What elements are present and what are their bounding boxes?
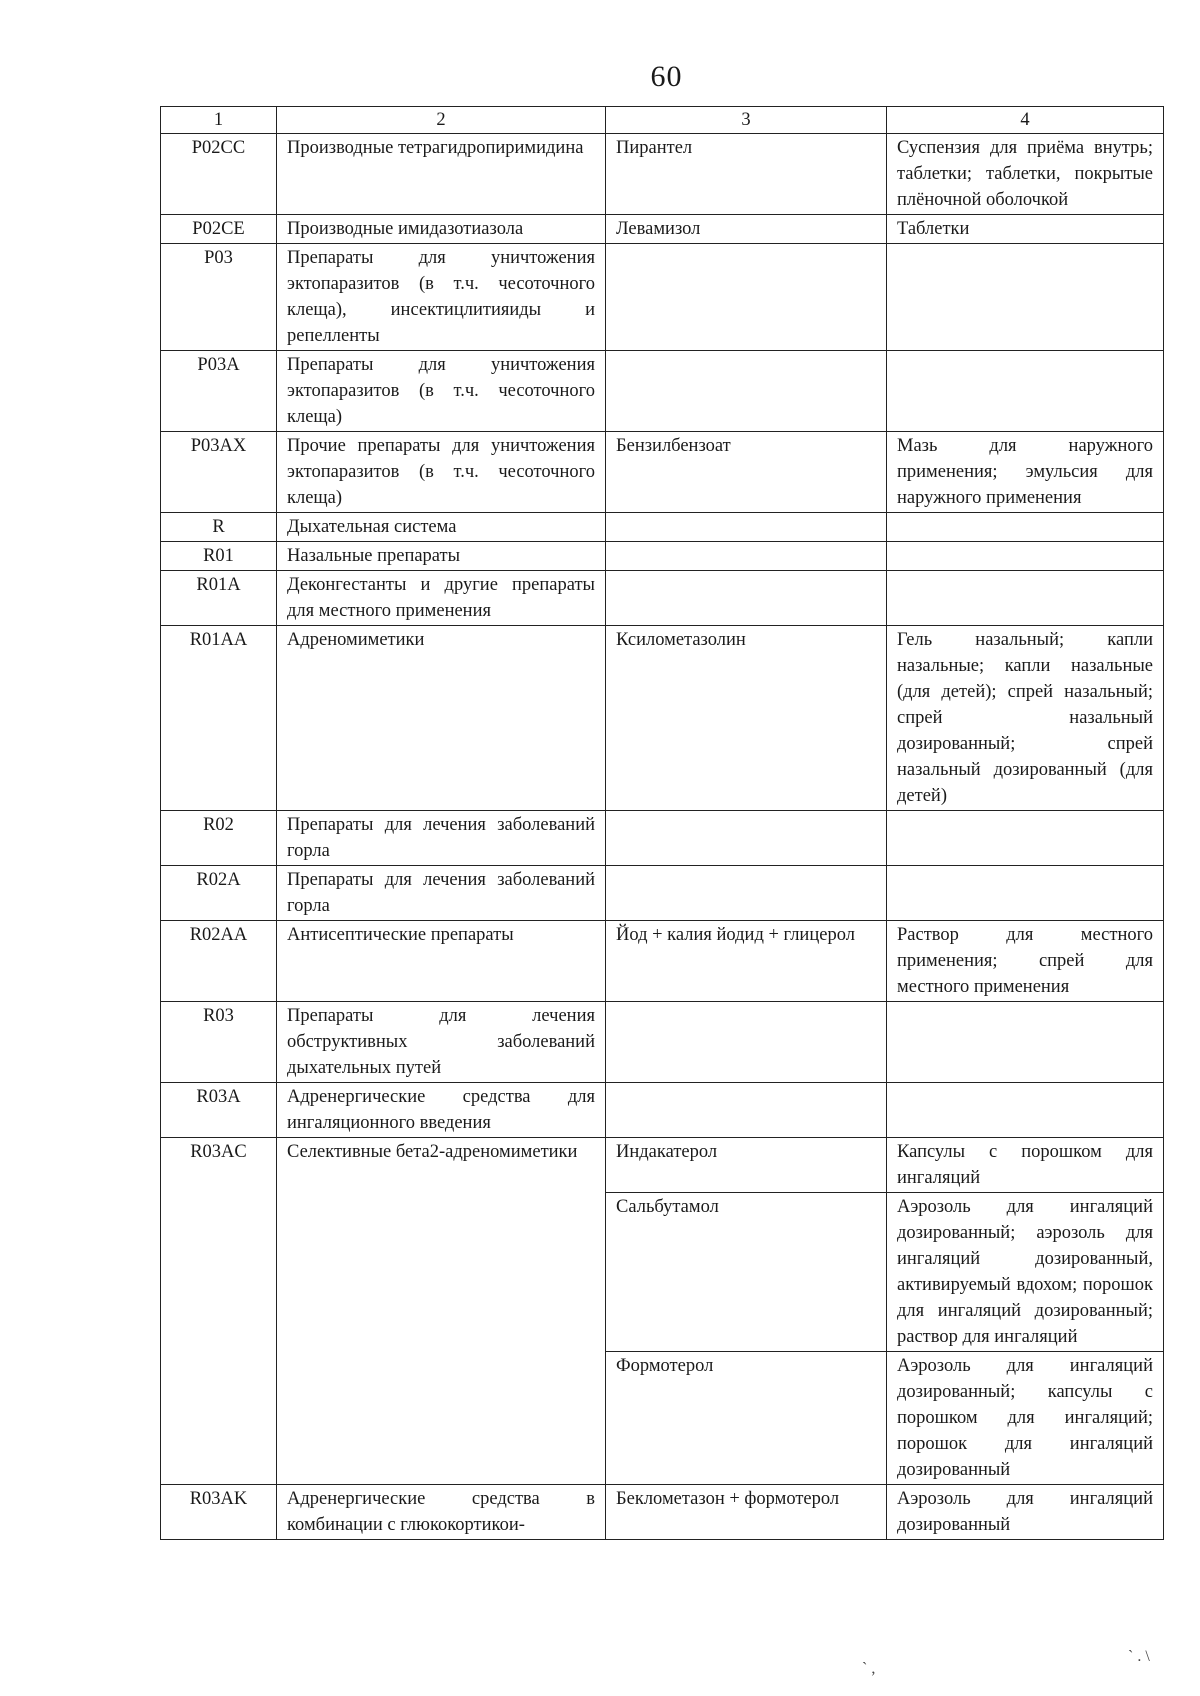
- atc-code-cell: R03AC: [161, 1138, 277, 1485]
- dosage-form-cell: [887, 866, 1164, 921]
- group-name-cell: Адренергические средства для ингаляционного введения: [277, 1083, 606, 1138]
- table-row: [161, 1138, 1164, 1193]
- atc-code-cell: R01AA: [161, 626, 277, 811]
- table-row: [161, 215, 1164, 244]
- table-row: [161, 244, 1164, 351]
- group-name-cell: Дыхательная система: [277, 513, 606, 542]
- atc-code-cell: P03AX: [161, 432, 277, 513]
- table-row: [161, 134, 1164, 215]
- table-body: [161, 134, 1164, 1540]
- drug-name-cell: [606, 571, 887, 626]
- atc-code-cell: P03A: [161, 351, 277, 432]
- atc-code-cell: P03: [161, 244, 277, 351]
- table-row: [161, 351, 1164, 432]
- dosage-form-cell: Раствор для местного применения; спрей для местного применения: [887, 921, 1164, 1002]
- table-row: [161, 432, 1164, 513]
- group-name-cell: Производные имидазотиазола: [277, 215, 606, 244]
- drug-name-cell: Левамизол: [606, 215, 887, 244]
- dosage-form-cell: [887, 542, 1164, 571]
- atc-code-cell: R03AK: [161, 1485, 277, 1540]
- table-row: [161, 626, 1164, 811]
- drug-classification-table: [160, 106, 1164, 1540]
- table-row: [161, 921, 1164, 1002]
- dosage-form-cell: Капсулы с порошком для ингаляций: [887, 1138, 1164, 1193]
- atc-code-cell: R03: [161, 1002, 277, 1083]
- dosage-form-cell: [887, 513, 1164, 542]
- table-row: [161, 866, 1164, 921]
- column-header-3: 3: [606, 107, 887, 134]
- drug-name-cell: Формотерол: [606, 1352, 887, 1485]
- table-row: [161, 542, 1164, 571]
- dosage-form-cell: Аэрозоль для ингаляций дозированный; капсулы с порошком для ингаляций; порошок для ингаляций дозированный: [887, 1352, 1164, 1485]
- atc-code-cell: P02CE: [161, 215, 277, 244]
- atc-code-cell: R01A: [161, 571, 277, 626]
- group-name-cell: Препараты для уничтожения эктопаразитов (в т.ч. чесоточного клеща), инсектицлитияиды и репелленты: [277, 244, 606, 351]
- dosage-form-cell: Суспензия для приёма внутрь; таблетки; таблетки, покрытые плёночной оболочкой: [887, 134, 1164, 215]
- column-header-1: 1: [161, 107, 277, 134]
- dosage-form-cell: [887, 1002, 1164, 1083]
- atc-code-cell: R02: [161, 811, 277, 866]
- group-name-cell: Антисептические препараты: [277, 921, 606, 1002]
- drug-name-cell: [606, 513, 887, 542]
- group-name-cell: Адренергические средства в комбинации с глюкокортикои-: [277, 1485, 606, 1540]
- dosage-form-cell: [887, 1083, 1164, 1138]
- dosage-form-cell: Мазь для наружного применения; эмульсия для наружного применения: [887, 432, 1164, 513]
- table-row: [161, 1002, 1164, 1083]
- drug-name-cell: [606, 542, 887, 571]
- atc-code-cell: R03A: [161, 1083, 277, 1138]
- atc-code-cell: R01: [161, 542, 277, 571]
- drug-name-cell: Ксилометазолин: [606, 626, 887, 811]
- dosage-form-cell: Аэрозоль для ингаляций дозированный; аэрозоль для ингаляций дозированный, активируемый вдохом; порошок для ингаляций дозированный; раствор для ингаляций: [887, 1193, 1164, 1352]
- table-header-row: [161, 107, 1164, 134]
- drug-name-cell: Бензилбензоат: [606, 432, 887, 513]
- drug-name-cell: Сальбутамол: [606, 1193, 887, 1352]
- dosage-form-cell: Аэрозоль для ингаляций дозированный: [887, 1485, 1164, 1540]
- drug-name-cell: [606, 1083, 887, 1138]
- group-name-cell: Препараты для уничтожения эктопаразитов (в т.ч. чесоточного клеща): [277, 351, 606, 432]
- table-row: [161, 811, 1164, 866]
- atc-code-cell: R02A: [161, 866, 277, 921]
- atc-code-cell: R: [161, 513, 277, 542]
- atc-code-cell: P02CC: [161, 134, 277, 215]
- drug-name-cell: Йод + калия йодид + глицерол: [606, 921, 887, 1002]
- group-name-cell: Адреномиметики: [277, 626, 606, 811]
- table-row: [161, 1485, 1164, 1540]
- drug-name-cell: [606, 351, 887, 432]
- drug-name-cell: [606, 866, 887, 921]
- dosage-form-cell: [887, 351, 1164, 432]
- scan-mark: ` . \: [1128, 1648, 1150, 1665]
- dosage-form-cell: [887, 244, 1164, 351]
- table-row: [161, 571, 1164, 626]
- group-name-cell: Назальные препараты: [277, 542, 606, 571]
- group-name-cell: Прочие препараты для уничтожения эктопаразитов (в т.ч. чесоточного клеща): [277, 432, 606, 513]
- drug-name-cell: Индакатерол: [606, 1138, 887, 1193]
- drug-name-cell: [606, 811, 887, 866]
- group-name-cell: Производные тетрагидропиримидина: [277, 134, 606, 215]
- dosage-form-cell: Таблетки: [887, 215, 1164, 244]
- group-name-cell: Препараты для лечения заболеваний горла: [277, 811, 606, 866]
- atc-code-cell: R02AA: [161, 921, 277, 1002]
- column-header-2: 2: [277, 107, 606, 134]
- drug-name-cell: Пирантел: [606, 134, 887, 215]
- scan-mark: ` ,: [862, 1660, 876, 1677]
- drug-name-cell: Беклометазон + формотерол: [606, 1485, 887, 1540]
- group-name-cell: Препараты для лечения заболеваний горла: [277, 866, 606, 921]
- table-row: [161, 1083, 1164, 1138]
- column-header-4: 4: [887, 107, 1164, 134]
- group-name-cell: Препараты для лечения обструктивных заболеваний дыхательных путей: [277, 1002, 606, 1083]
- dosage-form-cell: [887, 571, 1164, 626]
- dosage-form-cell: Гель назальный; капли назальные; капли назальные (для детей); спрей назальный; спрей назальный дозированный; спрей назальный дозированный (для детей): [887, 626, 1164, 811]
- drug-name-cell: [606, 1002, 887, 1083]
- group-name-cell: Селективные бета2-адреномиметики: [277, 1138, 606, 1485]
- table-row: [161, 513, 1164, 542]
- dosage-form-cell: [887, 811, 1164, 866]
- page-number: 60: [650, 60, 683, 93]
- group-name-cell: Деконгестанты и другие препараты для местного применения: [277, 571, 606, 626]
- drug-name-cell: [606, 244, 887, 351]
